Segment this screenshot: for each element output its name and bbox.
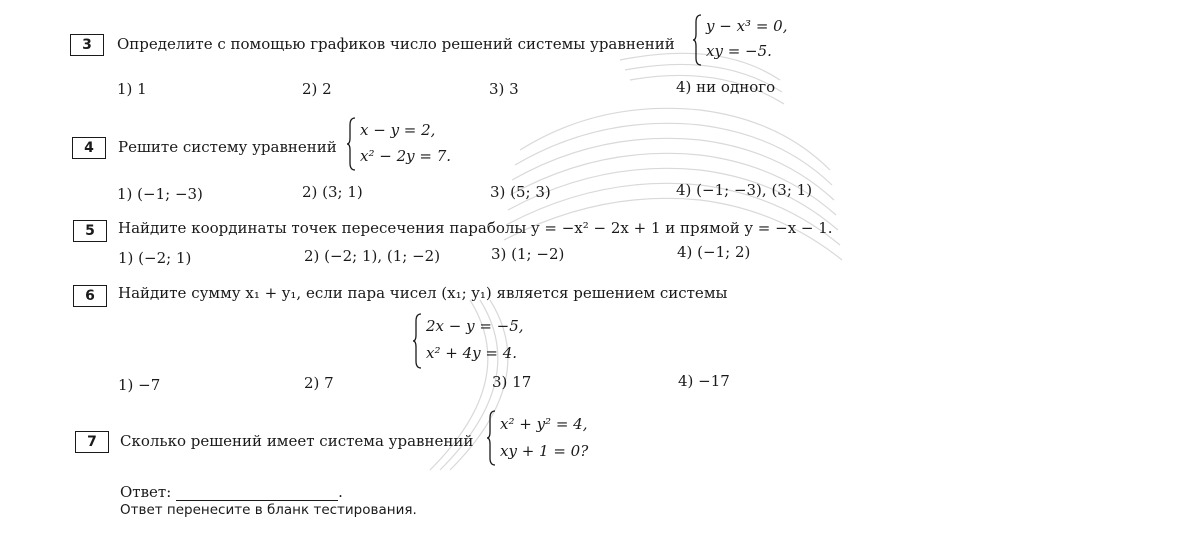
problem-number: 7 [75, 431, 109, 453]
option-4: 4) −17 [678, 372, 730, 390]
brace-icon [346, 117, 356, 171]
option-2: 2) (−2; 1), (1; −2) [304, 247, 441, 265]
problem-text: Решите систему уравнений [118, 138, 337, 156]
system-equation-1: y − x³ = 0, [706, 17, 788, 35]
option-1: 1) −7 [118, 376, 161, 394]
system-equation-1: x − y = 2, [360, 121, 436, 139]
equation-system [692, 14, 812, 66]
option-1: 1) 1 [117, 80, 147, 98]
option-4: 4) (−1; −3), (3; 1) [676, 181, 813, 199]
problem-number: 6 [73, 285, 107, 307]
problem-number: 3 [70, 34, 104, 56]
option-3: 3) (5; 3) [490, 183, 551, 201]
system-equation-2: x² + 4y = 4. [426, 344, 518, 362]
problem-number: 4 [72, 137, 106, 159]
system-equation-1: 2x − y = −5, [426, 317, 524, 335]
option-2: 2) (3; 1) [302, 183, 363, 201]
problem-text: Определите с помощью графиков число решений системы уравнений [117, 35, 675, 53]
brace-icon [486, 410, 496, 466]
answer-row [120, 483, 343, 501]
option-3: 3) (1; −2) [491, 245, 565, 263]
option-1: 1) (−2; 1) [118, 249, 192, 267]
problem-number: 5 [73, 220, 107, 242]
brace-icon [412, 313, 422, 369]
option-2: 2) 7 [304, 374, 334, 392]
problem-text: Сколько решений имеет система уравнений [120, 432, 474, 450]
equation-system [412, 313, 552, 369]
equation-system [486, 410, 616, 466]
problem-text: Найдите координаты точек пересечения параболы y = −x² − 2x + 1 и прямой y = −x − 1. [118, 219, 833, 237]
transfer-note: Ответ перенесите в бланк тестирования. [120, 502, 417, 518]
answer-label: Ответ: [120, 483, 172, 501]
option-4: 4) ни одного [676, 78, 776, 96]
system-equation-1: x² + y² = 4, [500, 415, 588, 433]
brace-icon [692, 14, 702, 66]
equation-system [346, 117, 476, 171]
system-equation-2: xy = −5. [706, 42, 772, 60]
problem-text: Найдите сумму x₁ + y₁, если пара чисел (x₁; y₁) является решением системы [118, 284, 728, 302]
option-2: 2) 2 [302, 80, 332, 98]
option-4: 4) (−1; 2) [677, 243, 751, 261]
system-equation-2: xy + 1 = 0? [500, 442, 589, 460]
system-equation-2: x² − 2y = 7. [360, 147, 452, 165]
option-1: 1) (−1; −3) [117, 185, 203, 203]
answer-field[interactable] [176, 486, 338, 501]
answer-suffix: . [338, 483, 343, 501]
option-3: 3) 17 [492, 373, 532, 391]
option-3: 3) 3 [489, 80, 519, 98]
